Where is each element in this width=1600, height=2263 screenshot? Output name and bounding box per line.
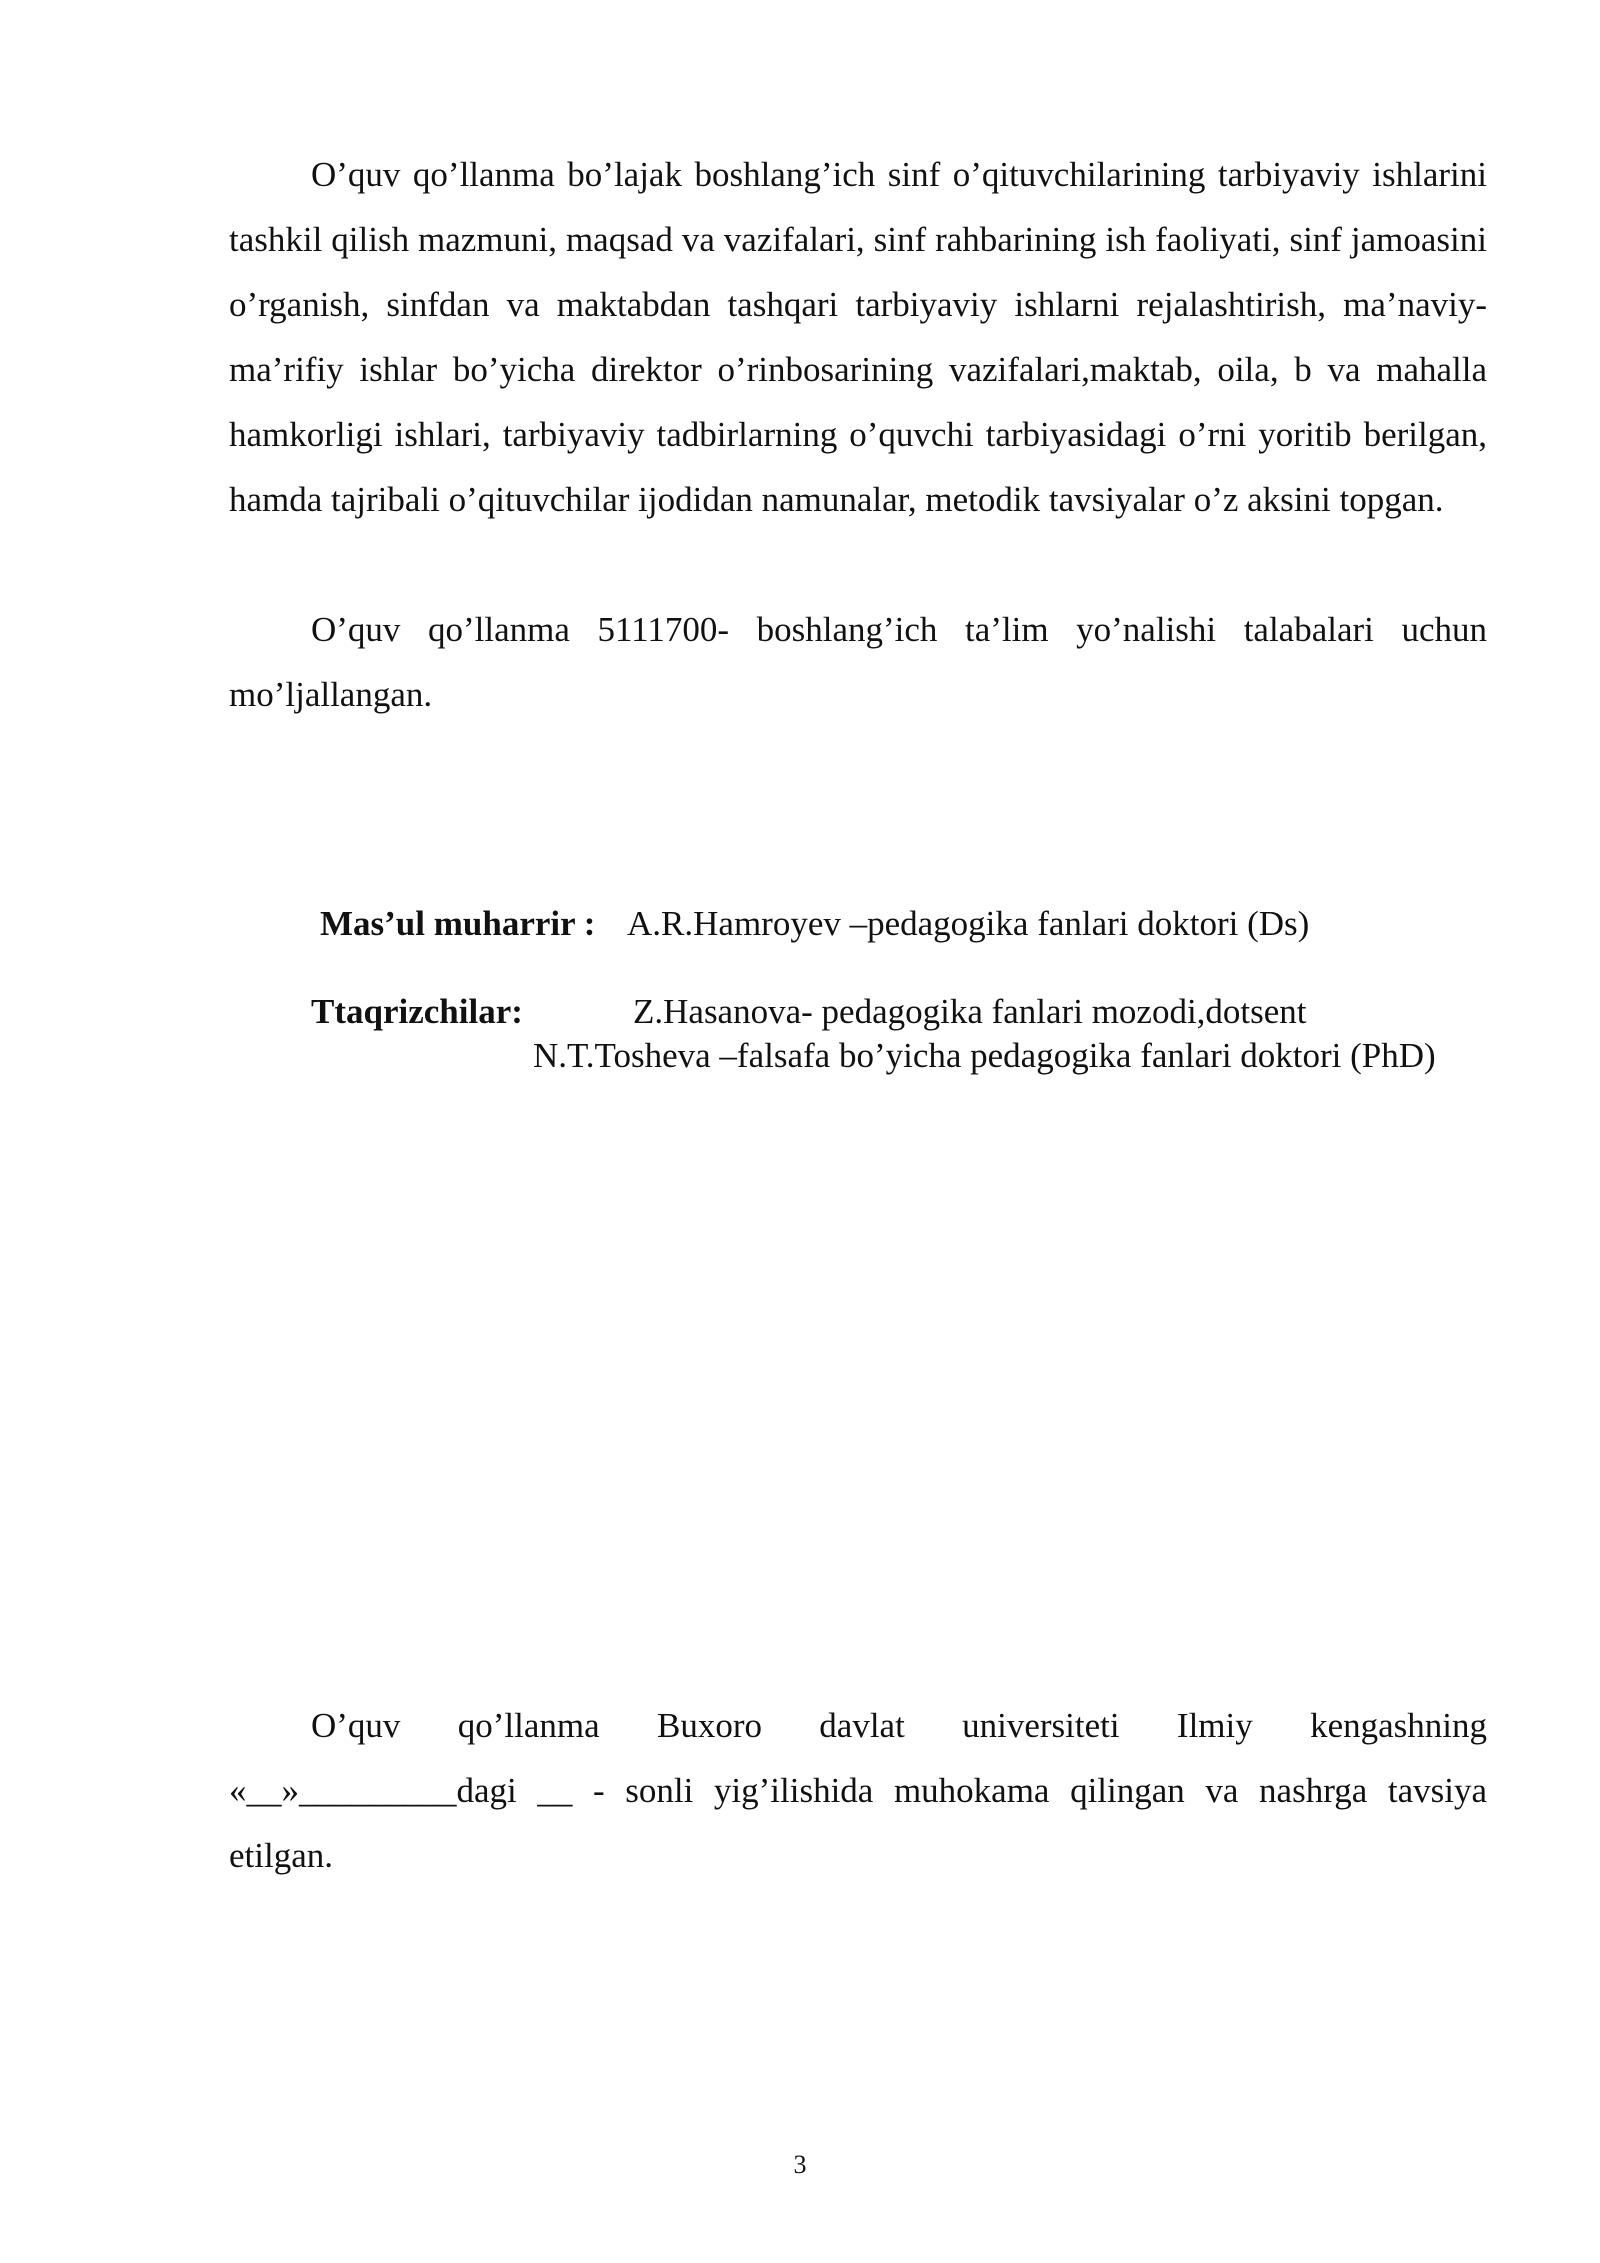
editor-value: A.R.Hamroyev –pedagogika fanlari doktori (Ds) (627, 904, 1310, 943)
approval-paragraph-text: O’quv qo’llanma Buxoro davlat universiteti Ilmiy kengashning «__»_________dagi __ - sonli yig’ilishida muhokama qilingan va nashrga tavsiya etilgan. (229, 1706, 1487, 1875)
audience-paragraph (229, 597, 1487, 727)
editor-label: Mas’ul muharrir : (320, 904, 596, 943)
intro-paragraph-text: O’quv qo’llanma bo’lajak boshlang’ich sinf o’qituvchilarining tarbiyaviy ishlarini tashkil qilish mazmuni, maqsad va vazifalari, sinf rahbarining ish faoliyati, sinf jamoasini o’rganish, sinfdan va maktabdan tashqari tarbiyaviy ishlarni rejalashtirish, ma’naviy-ma’rifiy ishlar bo’yicha direktor o’rinbosarining vazifalari,maktab, oila, b va mahalla hamkorligi ishlari, tarbiyaviy tadbirlarning o’quvchi tarbiyasidagi o’rni yoritib berilgan, hamda tajribali o’qituvchilar ijodidan namunalar, metodik tavsiyalar o’z aksini topgan. (229, 155, 1487, 519)
page-number: 3 (793, 2150, 807, 2179)
approval-paragraph (229, 1693, 1487, 1888)
reviewer-first: Z.Hasanova- pedagogika fanlari mozodi,dotsent (633, 992, 1307, 1031)
reviewers-label (311, 990, 523, 1034)
intro-paragraph (229, 142, 1487, 532)
audience-paragraph-text: O’quv qo’llanma 5111700- boshlang’ich ta’lim yo’nalishi talabalari uchun mo’ljallangan. (229, 610, 1487, 714)
reviewer-second: N.T.Tosheva –falsafa bo’yicha pedagogika fanlari doktori (PhD) (533, 1036, 1436, 1075)
responsible-editor-line (320, 902, 1309, 946)
reviewers-label-text: Ttaqrizchilar: (311, 992, 523, 1031)
